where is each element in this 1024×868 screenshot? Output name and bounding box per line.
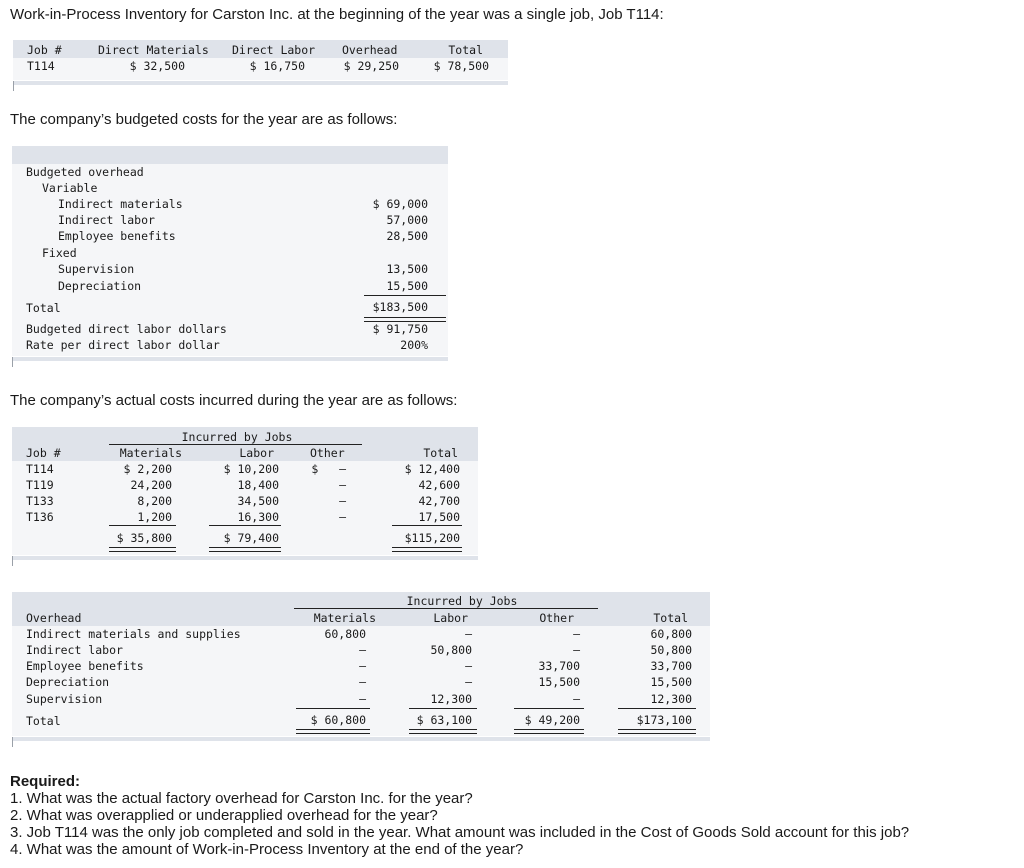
overhead-total-total: $173,100	[636, 713, 692, 727]
budget-title: Budgeted overhead	[26, 165, 144, 179]
budget-intro-text: The company’s budgeted costs for the year are as follows:	[10, 111, 398, 128]
col-header-job: Job #	[27, 43, 62, 57]
budget-header	[12, 146, 448, 164]
wip-table	[13, 40, 508, 80]
required-section	[10, 773, 909, 858]
question-3: 3. Job T114 was the only job completed and sold in the year. What amount was included in the Cost of Goods Sold account for this job?	[10, 824, 910, 841]
jobs-total-double-underline	[392, 547, 462, 552]
required-title: Required:	[10, 773, 81, 790]
table-row-job: T114	[26, 462, 54, 476]
overhead-cell-labor: 50,800	[430, 643, 472, 657]
wip-bottom-tick	[13, 81, 14, 91]
budget-item-label: Indirect labor	[58, 213, 155, 227]
budget-rate-value: 200%	[400, 338, 428, 352]
overhead-row-header: Overhead	[26, 611, 82, 625]
table-cell-materials: 8,200	[137, 494, 172, 508]
question-2: 2. What was overapplied or underapplied overhead for the year?	[10, 807, 438, 824]
col-header-total: Total	[448, 43, 483, 57]
jobs-total-materials: $ 35,800	[116, 531, 172, 545]
overhead-group-underline	[294, 608, 598, 609]
table-row-job: T136	[26, 510, 54, 524]
table-cell-total: $ 12,400	[404, 462, 460, 476]
overhead-row-label: Indirect labor	[26, 643, 123, 657]
overhead-cell-total: 12,300	[650, 692, 692, 706]
overhead-table	[12, 592, 710, 736]
overhead-row-label: Employee benefits	[26, 659, 144, 673]
jobs-bottom-bar	[12, 556, 478, 560]
overhead-col-header-other: Other	[539, 611, 574, 625]
table-cell-other: $ –	[311, 462, 346, 476]
overhead-total-other: $ 49,200	[524, 713, 580, 727]
overhead-col-header-labor: Labor	[433, 611, 468, 625]
budget-fixed-label: Fixed	[42, 246, 77, 260]
overhead-cell-materials: –	[359, 675, 366, 689]
question-1: 1. What was the actual factory overhead for Carston Inc. for the year?	[10, 790, 473, 807]
overhead-row-label: Depreciation	[26, 675, 110, 689]
jobs-materials-underline	[109, 525, 176, 526]
overhead-other-underline	[514, 708, 584, 709]
budget-subtotal-underline	[364, 295, 446, 296]
budget-rate-label: Rate per direct labor dollar	[26, 338, 220, 352]
table-cell-total: 17,500	[418, 510, 460, 524]
jobs-materials-double-underline	[109, 547, 176, 552]
budget-item-label: Employee benefits	[58, 229, 176, 243]
table-cell-materials: 24,200	[130, 478, 172, 492]
budget-total-value: $183,500	[372, 300, 428, 314]
table-cell-materials: $ 2,200	[123, 462, 172, 476]
jobs-labor-double-underline	[209, 547, 281, 552]
jobs-total-total: $115,200	[404, 531, 460, 545]
budget-item-value: 57,000	[386, 213, 428, 227]
budget-total-label: Total	[26, 301, 61, 315]
overhead-cell-labor: –	[465, 675, 472, 689]
col-header-overhead: Overhead	[342, 43, 398, 57]
budget-bottom-bar	[12, 357, 448, 361]
jobs-col-header-labor: Labor	[239, 446, 274, 460]
overhead-cell-materials: 60,800	[324, 627, 366, 641]
table-cell-labor: 18,400	[237, 478, 279, 492]
overhead-cell-materials: –	[359, 692, 366, 706]
overhead-bottom-bar	[12, 737, 710, 741]
budget-item-label: Indirect materials	[58, 197, 183, 211]
jobs-total-labor: $ 79,400	[223, 531, 279, 545]
table-row-job: T119	[26, 478, 54, 492]
jobs-group-header: Incurred by Jobs	[181, 430, 293, 444]
table-cell-labor: $ 10,200	[223, 462, 279, 476]
overhead-total-materials: $ 60,800	[310, 713, 366, 727]
overhead-materials-underline	[296, 708, 370, 709]
budget-item-label: Supervision	[58, 262, 135, 276]
jobs-table	[12, 427, 478, 555]
jobs-col-header-materials: Materials	[119, 446, 182, 460]
overhead-cell-materials: –	[359, 659, 366, 673]
table-cell-labor: 34,500	[237, 494, 279, 508]
overhead-cell-total: 50,800	[650, 643, 692, 657]
col-header-direct-materials: Direct Materials	[98, 43, 209, 57]
overhead-cell-other: –	[573, 627, 580, 641]
wip-cell-labor: $ 16,750	[249, 59, 305, 73]
overhead-materials-double-underline	[296, 729, 370, 734]
overhead-col-header-materials: Materials	[313, 611, 376, 625]
wip-cell-overhead: $ 29,250	[343, 59, 399, 73]
budget-variable-label: Variable	[42, 181, 98, 195]
overhead-row-label: Supervision	[26, 692, 103, 706]
overhead-total-double-underline	[618, 729, 696, 734]
jobs-labor-underline	[209, 525, 281, 526]
jobs-col-header-job: Job #	[26, 446, 61, 460]
overhead-cell-other: 33,700	[538, 659, 580, 673]
table-row-job: T133	[26, 494, 54, 508]
overhead-total-labor: $ 63,100	[416, 713, 472, 727]
actual-intro-text: The company’s actual costs incurred during the year are as follows:	[10, 392, 458, 409]
overhead-col-header-total: Total	[653, 611, 688, 625]
overhead-cell-labor: –	[465, 659, 472, 673]
table-cell-total: 42,700	[418, 494, 460, 508]
overhead-cell-materials: –	[359, 643, 366, 657]
overhead-labor-underline	[409, 708, 477, 709]
jobs-col-header-total: Total	[423, 446, 458, 460]
table-cell-labor: 16,300	[237, 510, 279, 524]
overhead-bottom-tick	[12, 737, 13, 747]
table-cell-total: 42,600	[418, 478, 460, 492]
overhead-cell-labor: –	[465, 627, 472, 641]
overhead-other-double-underline	[514, 729, 584, 734]
question-4: 4. What was the amount of Work-in-Process Inventory at the end of the year?	[10, 841, 524, 858]
overhead-cell-other: –	[573, 692, 580, 706]
budget-table	[12, 146, 448, 356]
overhead-cell-other: 15,500	[538, 675, 580, 689]
budget-bottom-tick	[12, 357, 13, 367]
overhead-cell-labor: 12,300	[430, 692, 472, 706]
wip-cell-job: T114	[27, 59, 55, 73]
overhead-total-label: Total	[26, 714, 61, 728]
budget-item-label: Depreciation	[58, 279, 142, 293]
overhead-row-label: Indirect materials and supplies	[26, 627, 241, 641]
budget-item-value: 13,500	[386, 262, 428, 276]
wip-cell-materials: $ 32,500	[129, 59, 185, 73]
jobs-total-underline	[392, 525, 462, 526]
overhead-cell-total: 33,700	[650, 659, 692, 673]
jobs-bottom-tick	[12, 556, 13, 566]
overhead-group-header: Incurred by Jobs	[406, 594, 518, 608]
overhead-cell-other: –	[573, 643, 580, 657]
overhead-total-underline	[618, 708, 696, 709]
table-cell-other: –	[339, 494, 346, 508]
jobs-col-header-other: Other	[310, 446, 345, 460]
budget-item-value: 15,500	[386, 279, 428, 293]
budget-dl-label: Budgeted direct labor dollars	[26, 322, 227, 336]
overhead-labor-double-underline	[409, 729, 477, 734]
budget-item-value: 28,500	[386, 229, 428, 243]
overhead-cell-total: 60,800	[650, 627, 692, 641]
budget-dl-value: $ 91,750	[372, 322, 428, 336]
col-header-direct-labor: Direct Labor	[232, 43, 316, 57]
table-cell-other: –	[339, 510, 346, 524]
budget-item-value: $ 69,000	[372, 197, 428, 211]
wip-cell-total: $ 78,500	[433, 59, 489, 73]
overhead-cell-total: 15,500	[650, 675, 692, 689]
intro-text: Work-in-Process Inventory for Carston Inc. at the beginning of the year was a single job, Job T114:	[10, 6, 664, 23]
table-cell-other: –	[339, 478, 346, 492]
table-cell-materials: 1,200	[137, 510, 172, 524]
jobs-group-underline	[109, 444, 362, 445]
wip-bottom-bar	[13, 81, 508, 85]
